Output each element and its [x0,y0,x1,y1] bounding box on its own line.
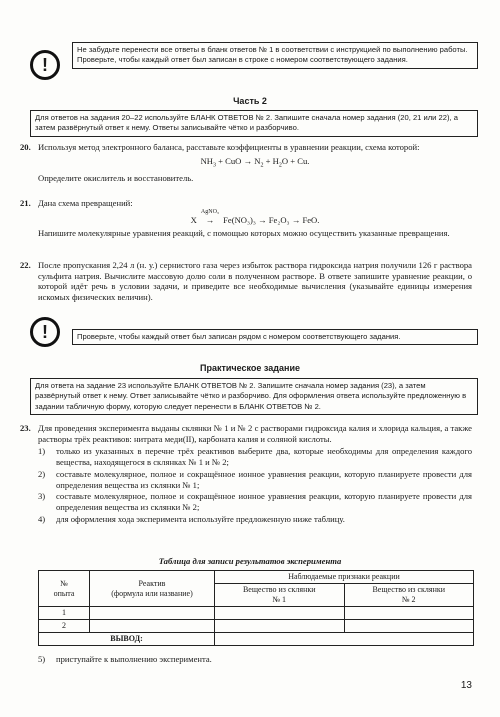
task-20 [20,142,472,184]
task-22-text: После пропускания 2,24 л (н. у.) сернистого газа через избыток раствора гидроксида натрия получили 126 г раствора сульфита натрия. Вычислите массовую долю соли в полученном растворе. В ответе запишите уравнение реакции, о которой идёт речь в условии задачи, и приведите все необходимые вычисления (указывайте единицы измерения искомых физических величин). [38,260,472,303]
arrow-icon: → [291,214,301,225]
task-23-number: 23. [20,423,31,433]
header-reagent: Реактив (формула или название) [90,571,215,607]
list-item: 1) только из указанных в перечне трёх реактивов выберите два, которые необходимы для определения каждого вещества, находящегося в склянках № 1 и № 2; [38,446,472,468]
notice-mid: Проверьте, чтобы каждый ответ был записан рядом с номером соответствующего задания. [72,329,478,345]
notice-top-line2: Проверьте, чтобы каждый ответ был записан в строке с номером соответствующего задания. [77,55,408,65]
exclamation-icon: ! [30,50,60,80]
task-23-items [38,446,472,524]
task-20-equation: $NH_3$ + CuO → $N_2 + H_2O + Cu$. [200,155,310,169]
header-jar1: Вещество из склянки № 1 [215,584,345,607]
exclamation-icon: ! [30,317,60,347]
practical-title: Практическое задание [200,363,300,373]
task-21 [20,198,472,239]
table-row [39,633,474,646]
arrow-icon: → [243,155,253,166]
list-item: 2) составьте молекулярное, полное и сокращённое ионное уравнения реакции, которую планируете провести для определения вещества из склянки № 1; [38,468,472,490]
task-20-question: Определите окислитель и восстановитель. [38,172,194,183]
table-row: 1 [39,607,474,620]
header-signs: Наблюдаемые признаки реакции [215,571,474,584]
task-21-number: 21. [20,198,31,208]
list-item: 4) для оформления хода эксперимента используйте предложенную ниже таблицу. [38,513,345,524]
task-21-scheme: X AgNO₃ → Fe(NO₃)₃ → Fe₂O₃ → FeO. [190,208,320,225]
arrow-icon: AgNO₃ → [200,208,219,225]
notice-top-line1: Не забудьте перенести все ответы в бланк ответов № 1 в соответствии с инструкцией по выполнению работы. [77,45,468,54]
task-22-number: 22. [20,260,31,270]
notice-top [72,42,478,69]
task-23-item5: 5) приступайте к выполнению эксперимента. [38,654,212,664]
list-item: 3) составьте молекулярное, полное и сокращённое ионное уравнения реакции, которую планируете провести для определения вещества из склянки № 2; [38,491,472,513]
arrow-icon: → [258,214,267,225]
part-instructions: Для ответов на задания 20–22 используйте БЛАНК ОТВЕТОВ № 2. Запишите сначала номер задания (20, 21 или 22), а затем развёрнутый ответ к нему. Ответы записывайте чётко и разборчиво. [30,110,478,137]
task-20-number: 20. [20,142,31,152]
task-23-text: Для проведения эксперимента выданы склянки № 1 и № 2 с растворами гидроксида калия и хлорида кальция, а также растворы трёх реактивов: нитрата меди(II), карбоната калия и соляной кислоты. [38,423,472,444]
task-23 [20,423,472,526]
task-21-question: Напишите молекулярные уравнения реакций, с помощью которых можно осуществить указанные превращения. [38,228,450,239]
conclusion-label: ВЫВОД: [39,633,215,646]
results-table [38,570,474,646]
practical-instructions: Для ответа на задание 23 используйте БЛАНК ОТВЕТОВ № 2. Запишите сначала номер задания (23), а затем развёрнутый ответ к нему. Ответ записывайте чётко и разборчиво. Для оформления ответа используйте предложенную в задании табличную форму, которую следует перенести в БЛАНК ОТВЕТОВ № 2. [30,378,478,415]
task-22 [20,260,472,303]
part-title: Часть 2 [233,96,267,106]
header-jar2: Вещество из склянки № 2 [344,584,474,607]
table-caption: Таблица для записи результатов эксперимента [158,556,342,566]
header-no: № опыта [39,571,90,607]
task-21-text: Дана схема превращений: [38,198,133,208]
page-number: 13 [460,680,472,691]
table-row: 2 [39,620,474,633]
task-20-text: Используя метод электронного баланса, расставьте коэффициенты в уравнении реакции, схема которой: [38,142,420,152]
